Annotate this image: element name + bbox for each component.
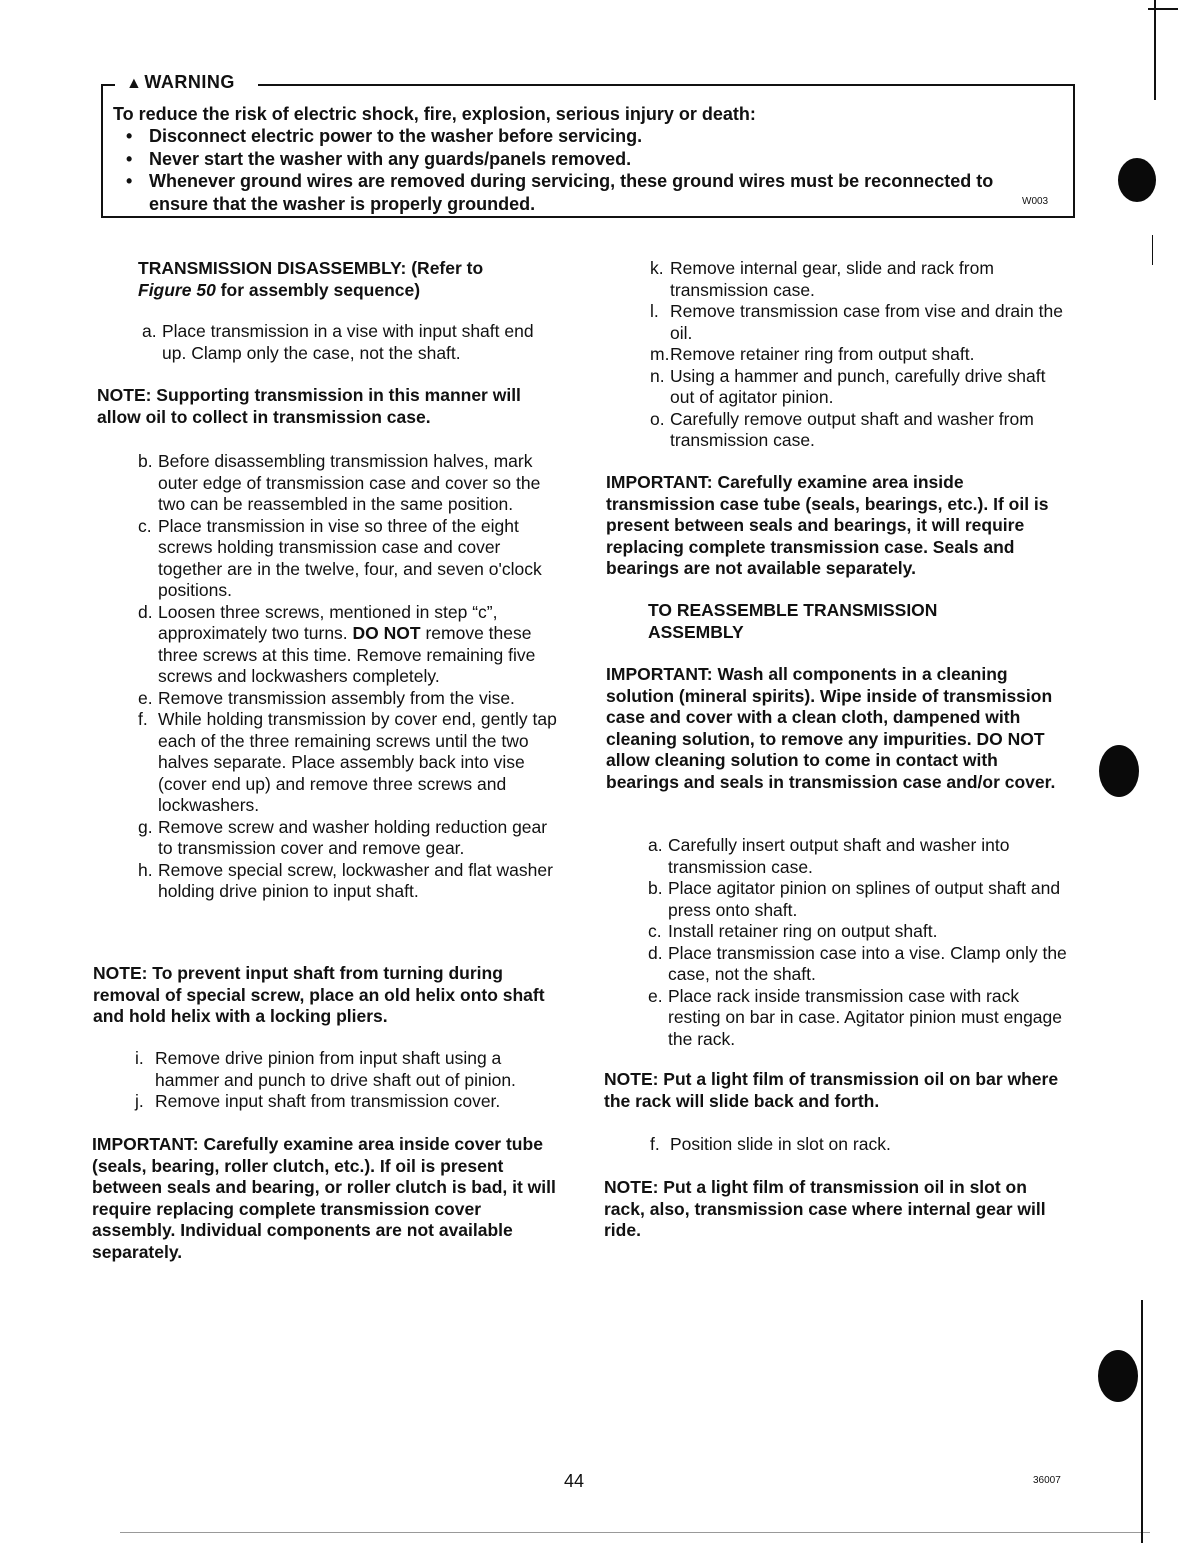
list-item: [650, 366, 1070, 409]
step-text: Remove transmission assembly from the vise.: [158, 687, 515, 708]
important-cover-tube: IMPORTANT: Carefully examine area inside cover tube (seals, bearing, roller clutch, etc.). If oil is present between seals and bearing, or roller clutch is bad, it will require replacing complete transmission cover assembly. Individual components are not available separately.: [92, 1134, 556, 1262]
step-label: m.: [650, 344, 670, 364]
list-item: [138, 709, 563, 817]
step-label: b.: [648, 878, 663, 898]
warning-box-top-left-rule: [101, 84, 115, 86]
list-item: [135, 1048, 565, 1091]
step-label: d.: [138, 601, 153, 622]
list-item: [138, 688, 563, 710]
binder-hole: [1118, 158, 1156, 202]
step-label: c.: [648, 921, 662, 941]
step-text: Place transmission in vise so three of the eight screws holding transmission case and cover together are in the twelve, four, and seven o'clock positions.: [158, 515, 542, 600]
step-text: Place agitator pinion on splines of output shaft and press onto shaft.: [668, 878, 1061, 920]
important-case-tube: IMPORTANT: Carefully examine area inside transmission case tube (seals, bearings, etc.). If oil is present between seals and bearings, it will require replacing complete transmission case. Seals and bearings are not available separately.: [606, 472, 1049, 578]
warning-code: W003: [1022, 196, 1049, 207]
step-text: Before disassembling transmission halves, mark outer edge of transmission case and cover so the two can be reassembled in the same position.: [158, 451, 541, 514]
list-item: [648, 943, 1073, 986]
warning-bullet: • Disconnect electric power to the washer before servicing.: [124, 125, 1044, 148]
list-item: [650, 258, 1070, 301]
page-edge-line: [1148, 8, 1178, 10]
warning-bullet: • Whenever ground wires are removed during servicing, these ground wires must be reconnected to ensure that the washer is properly grounded.: [124, 170, 1044, 215]
step-text: While holding transmission by cover end, gently tap each of the three remaining screws until the two halves separate. Place assembly back into vise (cover end up) and remove three screws and lockwashers.: [158, 709, 557, 815]
steps-k-o: [650, 258, 1070, 452]
warning-bullet-list: [124, 125, 1044, 215]
list-item-d: [138, 602, 563, 688]
list-item: [650, 301, 1070, 344]
list-item: [138, 516, 563, 602]
step-label: i.: [135, 1048, 144, 1068]
list-item: [648, 921, 1073, 943]
step-text: Carefully insert output shaft and washer into transmission case.: [668, 835, 1010, 877]
step-label: g.: [138, 816, 153, 837]
step-text: Place transmission in a vise with input shaft end up. Clamp only the case, not the shaft.: [162, 321, 534, 363]
step-label: o.: [650, 408, 665, 429]
step-label: b.: [138, 451, 153, 471]
heading-line: TRANSMISSION DISASSEMBLY: (Refer to: [138, 258, 484, 278]
step-label: f.: [650, 1134, 660, 1154]
note-input-shaft: NOTE: To prevent input shaft from turning during removal of special screw, place an old helix onto shaft and hold helix with a locking pliers.: [93, 963, 545, 1026]
step-label: f.: [138, 709, 148, 729]
step-label: c.: [138, 515, 152, 536]
list-item: [650, 344, 1070, 366]
page-number: 44: [564, 1471, 585, 1491]
reassemble-heading: TO REASSEMBLE TRANSMISSION ASSEMBLY: [648, 600, 938, 642]
warning-title-text: WARNING: [144, 72, 235, 92]
heading-rest: for assembly sequence): [215, 279, 421, 300]
list-item: [648, 835, 1073, 878]
warning-box-top-right-rule: [258, 84, 1073, 86]
step-label: k.: [650, 258, 664, 278]
list-item: [650, 1134, 1070, 1156]
page-edge-line: [1141, 1300, 1143, 1543]
step-text: Remove screw and washer holding reduction gear to transmission cover and remove gear.: [158, 816, 548, 858]
important-text: allow cleaning solution to come in contact with bearings and seals in transmission case and/or cover.: [606, 750, 1056, 792]
doc-code: 36007: [1033, 1475, 1061, 1486]
step-label: d.: [648, 942, 663, 963]
step-text: Remove transmission case from vise and drain the oil.: [670, 301, 1063, 343]
page-edge-line: [1154, 0, 1156, 100]
step-label: a.: [648, 835, 663, 855]
step-text: Using a hammer and punch, carefully drive shaft out of agitator pinion.: [670, 365, 1046, 407]
bottom-rule: [120, 1532, 1150, 1533]
step-text: Place transmission case into a vise. Clamp only the case, not the shaft.: [668, 942, 1067, 984]
note-slot-rack: NOTE: Put a light film of transmission oil in slot on rack, also, transmission case where internal gear will ride.: [604, 1177, 1046, 1240]
do-not-emphasis: DO NOT: [976, 728, 1045, 749]
disassembly-heading: [138, 258, 558, 301]
important-text: IMPORTANT: Wash all components in a cleaning solution (mineral spirits). Wipe inside of transmission case and cover with a clean cloth, dampened with cleaning solution, to remove any impurities.: [606, 664, 1053, 749]
list-item: [650, 409, 1070, 452]
step-text: Remove drive pinion from input shaft using a hammer and punch to drive shaft out of pinion.: [155, 1048, 516, 1090]
step-label: j.: [135, 1091, 144, 1111]
step-text: Remove retainer ring from output shaft.: [670, 344, 975, 364]
step-text: Carefully remove output shaft and washer from transmission case.: [670, 408, 1034, 450]
step-label: l.: [650, 301, 659, 321]
page-edge-mark: [1152, 235, 1153, 265]
binder-hole: [1099, 745, 1139, 797]
note-supporting: NOTE: Supporting transmission in this manner will allow oil to collect in transmission case.: [97, 385, 521, 427]
warning-triangle-icon: ▲: [126, 75, 143, 92]
list-item: [648, 878, 1073, 921]
step-text: Position slide in slot on rack.: [670, 1134, 891, 1154]
step-text: Place rack inside transmission case with rack resting on bar in case. Agitator pinion must engage the rack.: [668, 985, 1062, 1049]
note-rack-bar: NOTE: Put a light film of transmission oil on bar where the rack will slide back and forth.: [604, 1069, 1059, 1111]
step-f: [650, 1134, 1070, 1156]
important-wash: [606, 664, 1071, 793]
step-a: [142, 321, 552, 364]
warning-title: [122, 72, 239, 93]
step-text: remove these three screws at this time. Remove remaining five screws and lockwashers completely.: [158, 623, 536, 686]
step-text: Loosen three screws, mentioned in step “c”, approximately two turns.: [158, 601, 498, 643]
step-text: Remove internal gear, slide and rack from transmission case.: [670, 258, 994, 300]
step-label: e.: [648, 985, 663, 1006]
list-item: [138, 860, 563, 903]
steps-reassembly: [648, 835, 1073, 1050]
list-item: [135, 1091, 565, 1113]
step-label: a.: [142, 321, 157, 341]
figure-reference: Figure 50: [138, 279, 216, 300]
step-label: e.: [138, 687, 153, 708]
do-not-emphasis: DO NOT: [352, 623, 421, 643]
step-label: h.: [138, 859, 153, 880]
warning-bullet: • Never start the washer with any guards/panels removed.: [124, 148, 1044, 171]
step-text: Remove special screw, lockwasher and flat washer holding drive pinion to input shaft.: [158, 859, 553, 901]
step-label: n.: [650, 365, 665, 386]
list-item: [648, 986, 1073, 1051]
warning-headline: To reduce the risk of electric shock, fire, explosion, serious injury or death:: [113, 104, 756, 124]
list-item: [138, 451, 563, 516]
binder-hole: [1098, 1350, 1138, 1402]
step-text: Remove input shaft from transmission cover.: [155, 1091, 501, 1111]
steps-b-c: [138, 451, 563, 903]
steps-i-j: [135, 1048, 565, 1113]
step-text: Install retainer ring on output shaft.: [668, 921, 938, 941]
list-item: [138, 817, 563, 860]
